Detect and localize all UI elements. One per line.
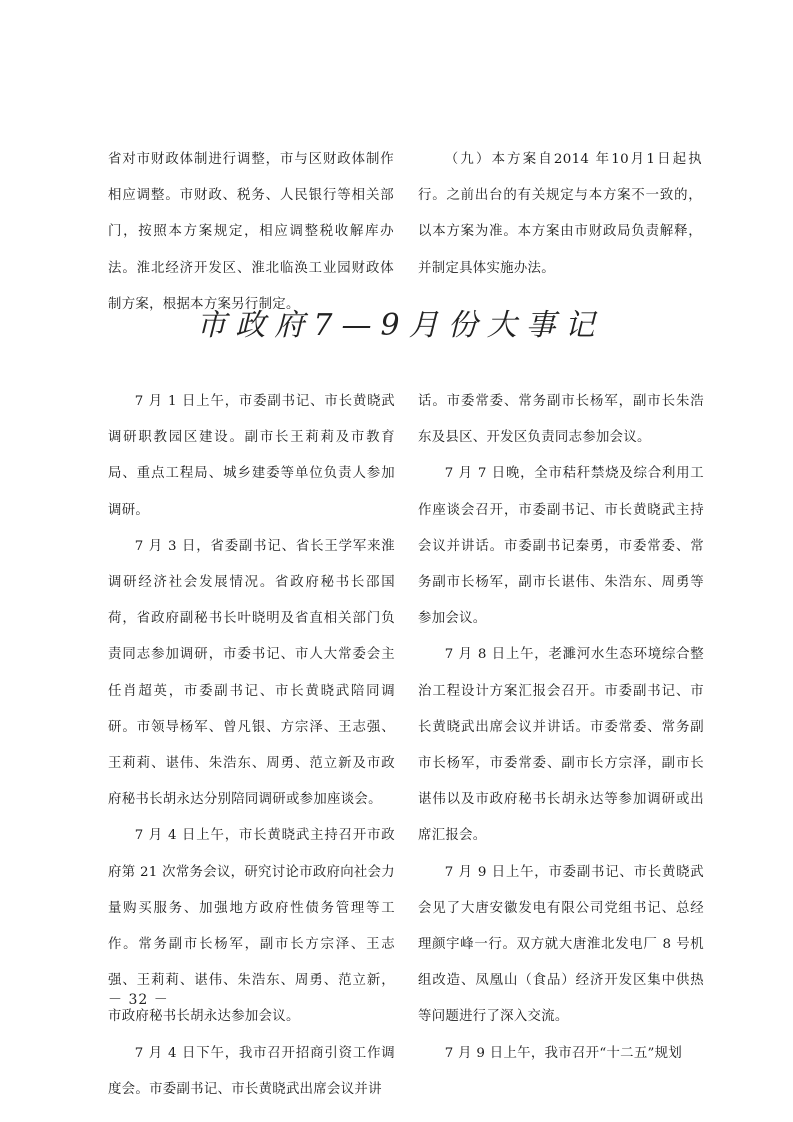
paragraph: 7 月 8 日上午，老濉河水生态环境综合整治工程设计方案汇报会召开。市委副书记、市长黄晓武出席会议并讲话。市委常委、常务副市长杨军，市委常委、副市长方宗泽，副市长谌伟以及市政府秘书长胡永达等参加调研或出席汇报会。: [418, 647, 704, 844]
paragraph: 7 月 9 日上午，市委副书记、市长黄晓武会见了大唐安徽发电有限公司党组书记、总经理颜宇峰一行。双方就大唐淮北发电厂 8 号机组改造、凤凰山（食品）经济开发区集中供热等问题进行了深入交流。: [418, 864, 704, 1025]
paragraph: 7 月 3 日，省委副书记、省长王学军来淮调研经济社会发展情况。省政府秘书长邵国荷，省政府副秘书长叶晓明及省直相关部门负责同志参加调研，市委书记、市人大常委会主任肖超英，市委副书记、市长黄晓武陪同调研。市领导杨军、曾凡银、方宗泽、王志强、王莉莉、谌伟、朱浩东、周勇、范立新及市政府秘书长胡永达分别陪同调研或参加座谈会。: [108, 538, 395, 808]
top-right-column: [418, 142, 702, 287]
top-left-column: [108, 142, 394, 323]
paragraph: 省对市财政体制进行调整，市与区财政体制作相应调整。市财政、税务、人民银行等相关部门，按照本方案规定，相应调整税收解库办法。淮北经济开发区、淮北临涣工业园财政体制方案，根据本方案另行制定。: [108, 152, 394, 312]
paragraph: 7 月 9 日上午，我市召开“十二五”规划: [444, 1045, 683, 1061]
paragraph: （九）本方案自2014 年10月1日起执行。之前出台的有关规定与本方案不一致的，以本方案为准。本方案由市财政局负责解释，并制定具体实施办法。: [418, 152, 702, 276]
paragraph: 7 月 4 日上午，市长黄晓武主持召开市政府第 21 次常务会议，研究讨论市政府向社会力量购买服务、加强地方政府性债务管理等工作。常务副市长杨军，副市长方宗泽、王志强、王莉莉、谌伟、朱浩东、周勇、范立新，市政府秘书长胡永达参加会议。: [108, 828, 395, 1025]
paragraph-continuation: 话。市委常委、常务副市长杨军，副市长朱浩东及县区、开发区负责同志参加会议。: [418, 394, 704, 446]
paragraph: 7 月 1 日上午，市委副书记、市长黄晓武调研职教园区建设。副市长王莉莉及市教育局、重点工程局、城乡建委等单位负责人参加调研。: [108, 394, 395, 518]
paragraph: 7 月 4 日下午，我市召开招商引资工作调度会。市委副书记、市长黄晓武出席会议并讲: [108, 1045, 395, 1097]
page-number: － 32 －: [108, 992, 169, 1008]
body-right-column: [418, 384, 704, 1072]
section-title: 市政府7—9月份大事记: [196, 308, 604, 343]
paragraph: 7 月 7 日晚，全市秸秆禁烧及综合利用工作座谈会召开，市委副书记、市长黄晓武主持会议并讲话。市委副书记秦勇，市委常委、常务副市长杨军，副市长谌伟、朱浩东、周勇等参加会议。: [418, 466, 704, 627]
